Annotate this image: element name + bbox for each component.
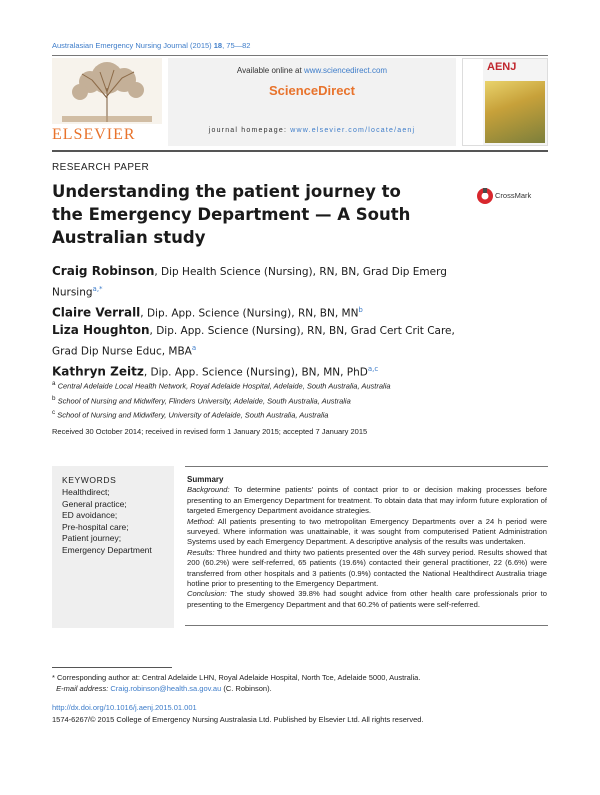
cover-photo [485, 81, 545, 143]
summary-top-rule [185, 466, 548, 467]
keyword-item: Healthdirect; [62, 487, 110, 497]
affiliation: $^a$ Central Adelaide Local Health Network, Royal Adelaide Hospital, Adelaide, South Australia, Australia [52, 380, 391, 391]
author-name: Kathryn Zeitz [52, 364, 144, 378]
author-list [52, 263, 482, 381]
author-affil-marker[interactable]: a [191, 344, 197, 352]
author-affil-marker[interactable]: a,c [367, 364, 379, 373]
journal-cover-thumbnail [462, 58, 548, 146]
author-affil-marker[interactable]: b [358, 305, 363, 314]
keyword-item: General practice; [62, 498, 127, 509]
keyword-item: Patient journey; [62, 533, 122, 543]
author-entry [52, 263, 482, 302]
cover-title: AENJ [487, 61, 517, 73]
journal-citation: Australasian Emergency Nursing Journal (2015) 18, 75—82 [52, 41, 251, 50]
author-credentials: , Dip. App. Science (Nursing), RN, BN, Grad Cert Crit Care, Grad Dip Nurse Educ, MBA [52, 325, 455, 358]
author-entry [52, 322, 482, 361]
article-title: Understanding the patient journey to the Emergency Department — A South Australian study [52, 182, 411, 247]
footnote-rule [52, 667, 172, 668]
sciencedirect-link[interactable]: www.sciencedirect.com [303, 66, 388, 75]
affiliation: $^b$ School of Nursing and Midwifery, Flinders University, Adelaide, South Australia, Australia [52, 394, 351, 405]
corresponding-author: * Corresponding author at: Central Adelaide LHN, Royal Adelaide Hospital, North Tce, Adelaide 5000, Australia. [52, 673, 421, 682]
keywords-list [62, 487, 172, 556]
elsevier-wordmark: ELSEVIER [52, 126, 136, 143]
author-name: Claire Verrall [52, 305, 141, 319]
doi-link[interactable]: http://dx.doi.org/10.1016/j.aenj.2015.01.001 [52, 703, 197, 712]
header-top-rule [52, 55, 548, 56]
email-link[interactable]: Craig.robinson@health.sa.gov.au [110, 684, 222, 693]
cover-strip [463, 59, 483, 145]
journal-homepage: journal homepage: www.elsevier.com/locate/aenj [208, 127, 416, 134]
affiliation: $^c$ School of Nursing and Midwifery, University of Adelaide, South Australia, Australia [52, 409, 329, 420]
journal-homepage-link[interactable]: www.elsevier.com/locate/aenj [290, 127, 416, 134]
keyword-item: Emergency Department [62, 544, 152, 555]
summary-conclusion: Conclusion: The study showed 39.8% had sought advice from other health care professionals prior to presenting to the Emergency Department and that 60.2% of patients were self-referred. [187, 589, 547, 609]
summary-results: Results: Three hundred and thirty two patients presented over the 48h survey period. Results showed that 200 (60.2%) were self-referred, 65 patients (19.6%) contacted their general practitioner, 22 (6.6%) were transferred from other hospitals and 3 patients (0.9%) contacted the National Healthdirect Australia triage hotline prior to presenting to the Emergency Department. [187, 547, 547, 589]
author-name: Craig Robinson [52, 264, 155, 278]
available-online: Available online at www.sciencedirect.com [236, 66, 388, 75]
section-type: RESEARCH PAPER [52, 162, 150, 173]
summary-abstract [187, 475, 547, 610]
affiliation-list [52, 378, 548, 422]
header-bottom-rule [52, 150, 548, 152]
email-line: E-mail address: Craig.robinson@health.sa.gov.au (C. Robinson). [56, 684, 272, 693]
keyword-item: Pre-hospital care; [62, 521, 129, 532]
keyword-item: ED avoidance; [62, 510, 118, 520]
sciencedirect-logo: ScienceDirect [269, 83, 355, 98]
author-credentials: , Dip Health Science (Nursing), RN, BN, Grad Dip Emerg Nursing [52, 266, 447, 299]
author-affil-marker[interactable]: a,* [92, 285, 103, 293]
crossmark-label: CrossMark [495, 191, 532, 200]
summary-background: Background: To determine patients' points of contact prior to or decision making processes before presenting to an Emergency Department for treatment. To obtain data that may inform future exploration of targeted Emergency Department avoidance strategies. [187, 485, 547, 516]
summary-bottom-rule [185, 625, 548, 626]
keywords-heading: KEYWORDS [62, 475, 117, 485]
received-dates: Received 30 October 2014; received in revised form 1 January 2015; accepted 7 January 2015 [52, 427, 368, 436]
author-credentials: , Dip. App. Science (Nursing), BN, MN, PhD [143, 366, 368, 378]
summary-method: Method: All patients presenting to two metropolitan Emergency Departments over a 24 h period were surveyed. Where information was unattainable, it was sought from computerised Patient Administration Systems used by each Emergency Department. A descriptive analysis of the results was undertaken. [187, 516, 547, 547]
summary-heading: Summary [187, 475, 224, 484]
footnotes [52, 672, 548, 694]
author-credentials: , Dip. App. Science (Nursing), RN, BN, MN [140, 307, 359, 319]
author-name: Liza Houghton [52, 323, 150, 337]
copyright-line: 1574-6267/© 2015 College of Emergency Nursing Australasia Ltd. Published by Elsevier Ltd. All rights reserved. [52, 715, 424, 724]
author-entry [52, 302, 482, 323]
